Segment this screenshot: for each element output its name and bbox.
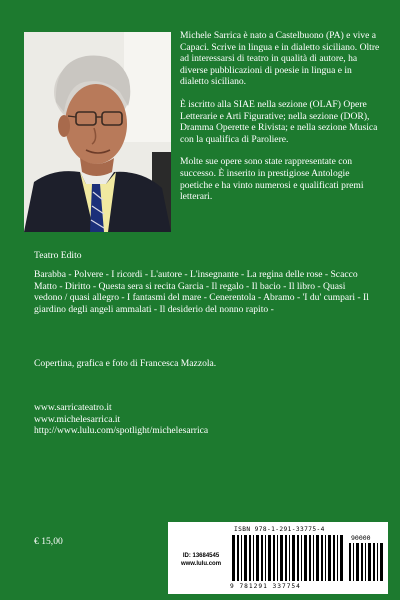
barcode-bar bbox=[377, 543, 378, 581]
link-lulu-spotlight[interactable]: http://www.lulu.com/spotlight/michelesarrica bbox=[34, 425, 209, 437]
barcode-bar bbox=[356, 543, 359, 581]
barcode-bar bbox=[380, 543, 383, 581]
barcode-bar bbox=[280, 535, 283, 581]
link-michelesarrica[interactable]: www.michelesarrica.it bbox=[34, 413, 121, 425]
barcode-main-icon bbox=[232, 535, 344, 581]
barcode-bar bbox=[340, 535, 343, 581]
barcode-bar bbox=[368, 543, 371, 581]
barcode-bar bbox=[232, 535, 235, 581]
barcode-bar bbox=[373, 543, 375, 581]
barcode-bar bbox=[304, 535, 307, 581]
book-price: € 15,00 bbox=[34, 536, 63, 547]
isbn-number: ISBN 978-1-291-33775-4 bbox=[234, 526, 325, 533]
barcode-bar bbox=[241, 535, 242, 581]
cover-credits: Copertina, grafica e foto di Francesca Mazzola. bbox=[34, 358, 217, 369]
barcode-bar bbox=[292, 535, 295, 581]
barcode-bar bbox=[365, 543, 366, 581]
barcode-bar bbox=[301, 535, 302, 581]
published-theatre-title: Teatro Edito bbox=[34, 250, 82, 261]
barcode-bar bbox=[237, 535, 239, 581]
barcode-bar bbox=[261, 535, 263, 581]
barcode-bar bbox=[244, 535, 247, 581]
barcode-bar bbox=[273, 535, 275, 581]
barcode-bar bbox=[265, 535, 266, 581]
barcode-bar bbox=[249, 535, 251, 581]
author-photo bbox=[24, 32, 171, 232]
barcode-bar bbox=[316, 535, 319, 581]
barcode-bar bbox=[277, 535, 278, 581]
barcode-addon-icon bbox=[349, 543, 383, 581]
author-bio bbox=[180, 30, 380, 214]
barcode-bar bbox=[289, 535, 290, 581]
barcode-bar bbox=[256, 535, 259, 581]
bio-paragraph-1: Michele Sarrica è nato a Castelbuono (PA) e vive a Capaci. Scrive in lingua e in dialetto siciliano. Oltre ad interessarsi di teatro in qualità di autore, ha diverse pubblicazioni di poesie in lingua e in dialetto siciliano. bbox=[180, 30, 380, 88]
barcode-bar bbox=[268, 535, 271, 581]
published-theatre-list: Barabba - Polvere - I ricordi - L'autore - L'insegnante - La regina delle rose - Scacco Matto - Diritto - Questa sera si recita Garcia - Il regalo - Il bacio - Il libro - Quasi vedono / quasi allegro - I fantasmi del mare - Cenerentola - Abramo - 'I du' cumpari - Il giardino degli angeli ammalati - Il desiderio del nonno rapito - bbox=[34, 269, 369, 315]
barcode-bar bbox=[253, 535, 254, 581]
barcode-digits: 9 781291 337754 bbox=[230, 583, 301, 590]
author-portrait-image bbox=[24, 32, 171, 232]
barcode-bar bbox=[361, 543, 363, 581]
link-sarricateatro[interactable]: www.sarricateatro.it bbox=[34, 402, 112, 413]
price-code: 90000 bbox=[351, 534, 371, 542]
barcode-bar bbox=[325, 535, 326, 581]
isbn-barcode-box bbox=[168, 522, 388, 594]
lulu-id: ID: 13684545 bbox=[182, 553, 220, 559]
barcode-bar bbox=[353, 543, 354, 581]
bio-paragraph-2: È iscritto alla SIAE nella sezione (OLAF) Opere Letterarie e Arti Figurative; nella sezione (DOR), Dramma Operette e Rivista; e nella sezione Musica con la qualifica di Paroliere. bbox=[180, 98, 378, 145]
barcode-bar bbox=[309, 535, 311, 581]
lulu-site: www.lulu.com bbox=[180, 561, 222, 567]
barcode-bar bbox=[333, 535, 335, 581]
barcode-bar bbox=[313, 535, 314, 581]
barcode-bar bbox=[321, 535, 323, 581]
lulu-id-block bbox=[170, 552, 232, 568]
website-links bbox=[34, 402, 208, 437]
barcode-bar bbox=[285, 535, 287, 581]
bio-paragraph-3: Molte sue opere sono state rappresentate con successo. È inserito in prestigiose Antologie poetiche e ha vinto numerosi e qualificati premi letterari. bbox=[180, 156, 364, 203]
barcode-bar bbox=[328, 535, 331, 581]
barcode-bar bbox=[297, 535, 299, 581]
barcode-bar bbox=[349, 543, 351, 581]
barcode-bar bbox=[337, 535, 338, 581]
